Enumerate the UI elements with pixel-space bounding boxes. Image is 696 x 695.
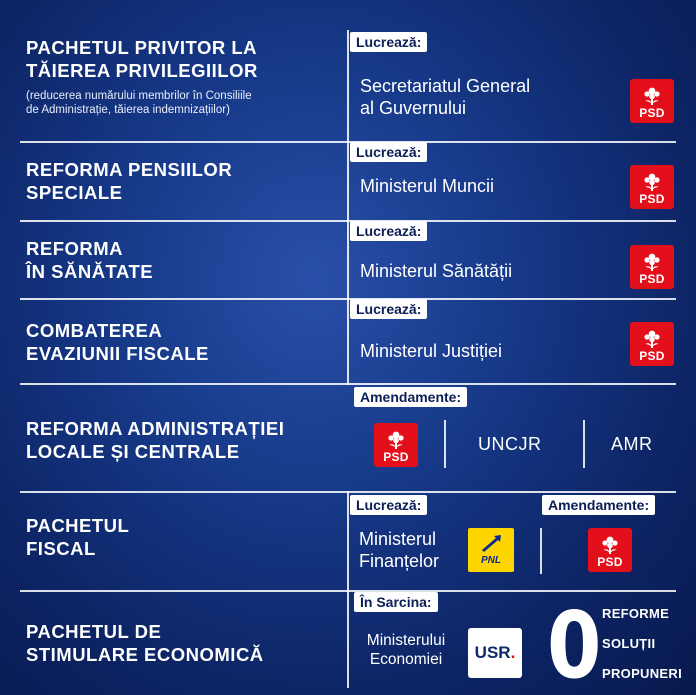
column-divider	[347, 590, 349, 688]
ministry-line: Ministerul Justiției	[360, 341, 503, 361]
psd-label: PSD	[639, 272, 665, 286]
row-subtitle-privileges	[26, 89, 336, 117]
ministry-line: Economiei	[369, 651, 443, 668]
ministry-label	[360, 75, 530, 119]
ministry-line: Ministerul	[359, 529, 437, 549]
ministry-line: Ministerul Sănătății	[360, 261, 513, 281]
title-line: REFORMA	[26, 238, 124, 259]
psd-label: PSD	[639, 349, 665, 363]
ministry-line: Finanțelor	[359, 551, 440, 571]
rose-icon	[640, 86, 664, 106]
tag-lucreaza: Lucrează:	[350, 32, 427, 52]
title-line: PACHETUL	[26, 515, 130, 536]
title-line: FISCAL	[26, 538, 96, 559]
title-line: PACHETUL PRIVITOR LA	[26, 37, 257, 58]
tag-in-sarcina: În Sarcina:	[354, 592, 438, 612]
psd-label: PSD	[383, 450, 409, 464]
tag-lucreaza: Lucrează:	[350, 221, 427, 241]
column-divider	[347, 491, 349, 590]
ministry-label	[360, 175, 494, 197]
row-title-pensions	[26, 158, 331, 204]
rose-icon	[640, 329, 664, 349]
ministry-label	[360, 260, 512, 282]
tag-amendamente: Amendamente:	[354, 387, 467, 407]
title-line: PACHETUL DE	[26, 621, 162, 642]
usr-dot: .	[510, 643, 516, 662]
title-line: ÎN SĂNĂTATE	[26, 261, 154, 282]
tag-lucreaza: Lucrează:	[350, 299, 427, 319]
title-line: REFORMA ADMINISTRAȚIEI	[26, 418, 285, 439]
row-title-privileges	[26, 36, 331, 82]
title-line: SPECIALE	[26, 182, 123, 203]
title-line: COMBATEREA	[26, 320, 163, 341]
rose-icon	[384, 430, 408, 450]
zero-label-reforme: REFORME	[602, 606, 670, 621]
org-amr: AMR	[611, 434, 653, 454]
rose-icon	[640, 172, 664, 192]
subtitle-line: (reducerea numărului membrilor în Consiliile	[26, 90, 252, 102]
psd-logo	[588, 528, 632, 572]
psd-label: PSD	[639, 192, 665, 206]
row-title-administration	[26, 417, 331, 463]
ministry-line: al Guvernului	[360, 98, 467, 118]
ministry-label	[358, 631, 454, 669]
usr-logo	[468, 628, 522, 678]
usr-label: USR	[474, 643, 511, 662]
title-line: REFORMA PENSIILOR	[26, 159, 233, 180]
rose-icon	[640, 252, 664, 272]
tag-lucreaza: Lucrează:	[350, 495, 427, 515]
title-line: TĂIEREA PRIVILEGIILOR	[26, 60, 258, 81]
org-uncjr: UNCJR	[478, 434, 542, 454]
title-line: LOCALE ȘI CENTRALE	[26, 441, 240, 462]
subtitle-line: de Administrație, tăierea indemnizațiilor)	[26, 104, 230, 116]
rose-icon	[598, 535, 622, 555]
zero-label-propuneri: PROPUNERI	[602, 666, 682, 681]
column-separator	[583, 420, 585, 468]
title-line: STIMULARE ECONOMICĂ	[26, 644, 264, 665]
ministry-label	[359, 528, 439, 572]
ministry-label	[360, 340, 502, 362]
column-divider	[347, 30, 349, 385]
column-separator	[444, 420, 446, 468]
psd-logo	[374, 423, 418, 467]
psd-logo	[630, 165, 674, 209]
arrow-icon	[479, 534, 503, 554]
psd-logo	[630, 245, 674, 289]
row-title-health	[26, 237, 331, 283]
zero-label-solutii: SOLUȚII	[602, 636, 656, 651]
ministry-line: Secretariatul General	[360, 76, 531, 96]
psd-logo	[630, 322, 674, 366]
row-title-fiscal	[26, 514, 331, 560]
tag-lucreaza: Lucrează:	[350, 142, 427, 162]
psd-label: PSD	[597, 555, 623, 569]
ministry-line: Ministerului	[366, 632, 446, 649]
ministry-line: Ministerul Muncii	[360, 176, 495, 196]
title-line: EVAZIUNII FISCALE	[26, 343, 209, 364]
pnl-logo	[468, 528, 514, 572]
row-title-evasion	[26, 319, 331, 365]
tag-amendamente: Amendamente:	[542, 495, 655, 515]
zero-figure: 0	[547, 592, 602, 695]
column-separator	[540, 528, 542, 574]
psd-logo	[630, 79, 674, 123]
row-title-stimulus	[26, 620, 331, 666]
psd-label: PSD	[639, 106, 665, 120]
pnl-label: PNL	[481, 555, 501, 566]
